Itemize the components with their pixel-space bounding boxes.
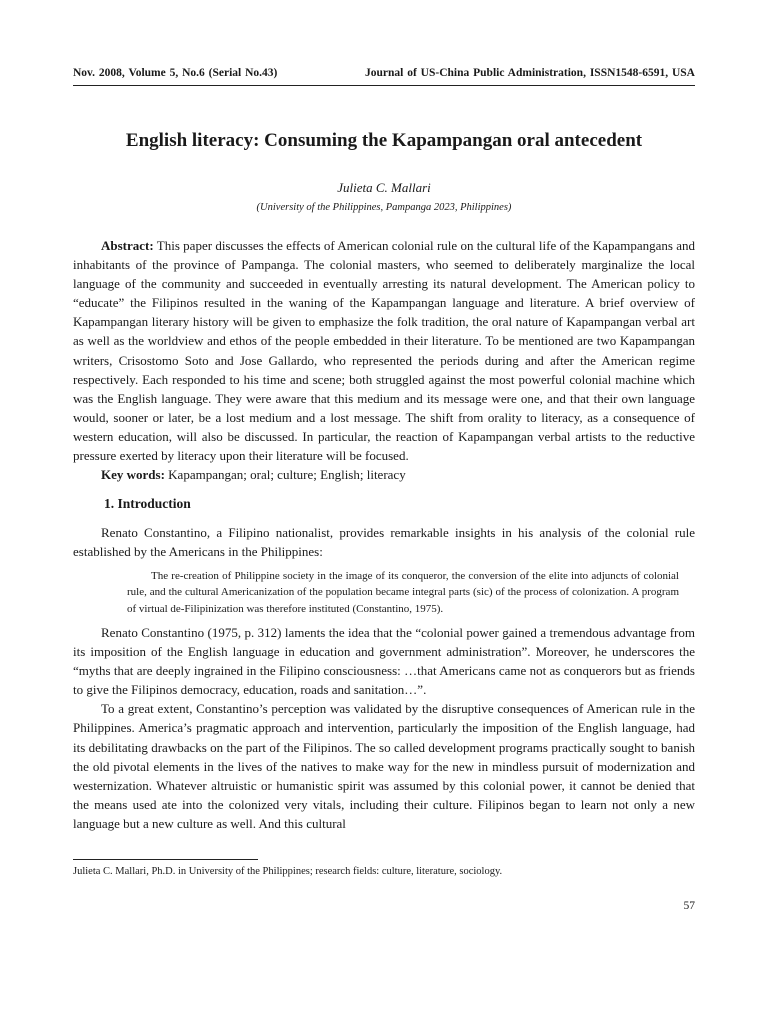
paragraph: To a great extent, Constantino’s perception was validated by the disruptive consequences of American rule in the Philippines. America’s pragmatic approach and intervention, particularly the imposition of the English language, had its debilitating drawbacks on the part of the Filipinos. The so called development programs practically sought to banish the old pivotal elements in the lives of the natives to make way for the new in mindless pursuit of modernization and westernization. Whatever altruistic or humanistic spirit was assumed by this colonial power, it cannot be denied that the means used ate into the colonized very vitals, including their culture. Filipinos began to learn not only a new language but a new culture as well. And this cultural xyxy=(73,701,695,831)
author-name: Julieta C. Mallari xyxy=(337,180,431,195)
keywords-text: Kapampangan; oral; culture; English; literacy xyxy=(164,467,406,483)
author-affiliation: (University of the Philippines, Pampanga 2023, Philippines) xyxy=(256,202,512,213)
keywords-label: Key words: xyxy=(101,467,165,483)
paper-title: English literacy: Consuming the Kapampangan oral antecedent xyxy=(125,130,643,151)
abstract-text: This paper discusses the effects of American colonial rule on the cultural life of the Kapampangans and inhabitants of the province of Pampanga. The colonial masters, who seemed to deliberately marginalize the local language of the community and succeeded in eventually arresting its natural development. The American policy to “educate” the Filipinos resulted in the waning of the Kapampangan language and literature. A brief overview of Kapampangan literary history will be given to emphasize the folk tradition, the oral nature of Kapampangan verbal art as well as the worldview and ethos of the people embedded in their literature. To be mentioned are two Kapampangan writers, Crisostomo Soto and Jose Gallardo, who represented the periods during and after the American regime respectively. Each responded to his time and scene; both struggled against the most powerful colonial machine which was the English language. They were aware that this medium and its message were one, and that their own language would, sooner or later, be a lost medium and a lost message. The shift from orality to literacy, as a consequence of western education, will also be discussed. In particular, the reaction of Kapampangan verbal artists to the reductive pressure exerted by literacy upon their literature will be focused. xyxy=(73,238,695,464)
quote-text: The re-creation of Philippine society in the image of its conqueror, the conversion of the elite into adjuncts of colonial rule, and the cultural Americanization of the population became integral parts (sic) of the process of colonization. A program of virtual de-Filipinization was therefore instituted (Constantino, 1975). xyxy=(127,569,679,615)
journal-issue: Nov. 2008, Volume 5, No.6 (Serial No.43) xyxy=(73,67,278,79)
block-quote xyxy=(127,568,695,618)
footnote: Julieta C. Mallari, Ph.D. in University of the Philippines; research fields: culture, literature, sociology. xyxy=(73,866,503,877)
section-heading-introduction: 1. Introduction xyxy=(104,496,191,512)
journal-name: Journal of US-China Public Administration, ISSN1548-6591, USA xyxy=(365,67,695,79)
paragraph: Renato Constantino (1975, p. 312) laments the idea that the “colonial power gained a tremendous advantage from its imposition of the English language in education and government administration”. Moreover, he underscores the “myths that are deeply ingrained in the Filipino consciousness: …that Americans came not as conquerors but as friends to give the Filipinos democracy, education, roads and sanitation…”. xyxy=(73,625,695,698)
footnote-divider xyxy=(73,859,258,860)
paper-body xyxy=(73,236,695,833)
paragraph: Renato Constantino, a Filipino nationalist, provides remarkable insights in his analysis of the colonial rule established by the Americans in the Philippines: xyxy=(73,525,695,560)
keywords xyxy=(73,465,695,484)
running-header xyxy=(73,67,695,86)
abstract xyxy=(73,236,695,465)
page-number: 57 xyxy=(683,900,695,912)
abstract-label: Abstract: xyxy=(101,238,154,253)
paper-page xyxy=(73,0,695,1024)
